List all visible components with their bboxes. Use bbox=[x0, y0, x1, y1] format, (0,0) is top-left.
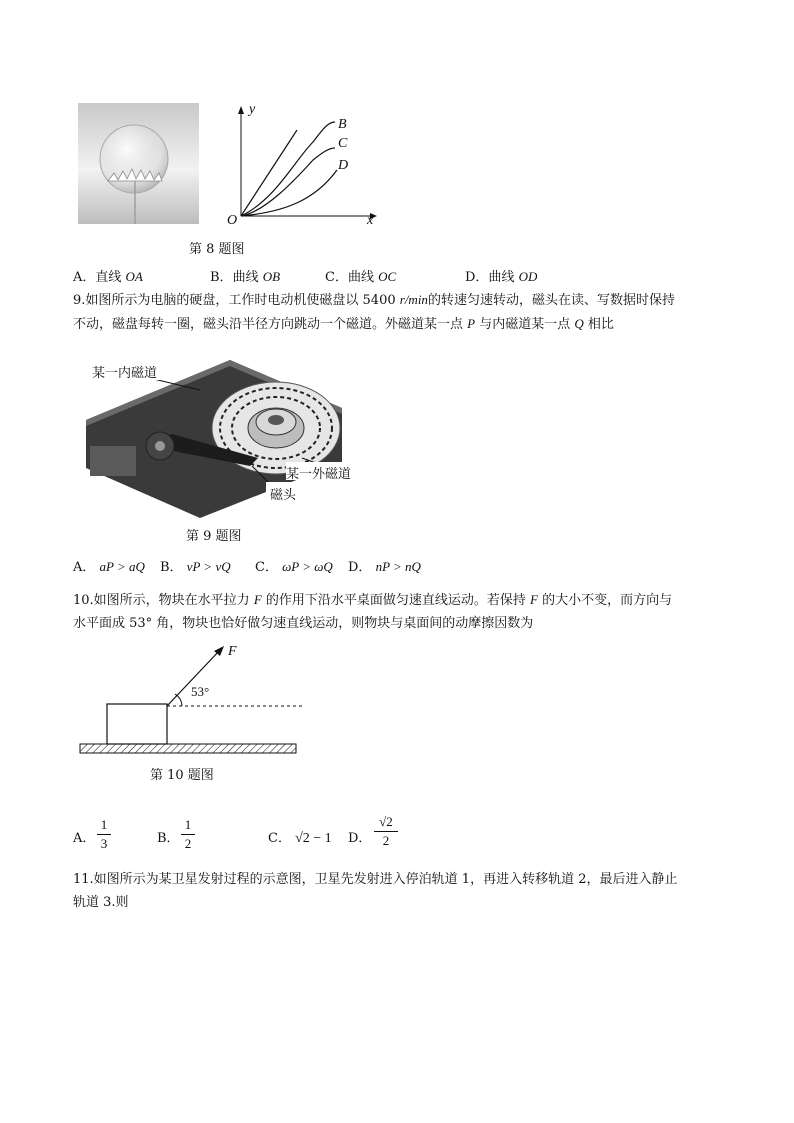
q8-option-b[interactable]: B．曲线 OB bbox=[210, 269, 281, 285]
q9-caption: 第 9 题图 bbox=[186, 529, 242, 544]
outer-track-label: 某一外磁道 bbox=[286, 467, 352, 482]
hard-disk-figure bbox=[80, 350, 370, 520]
q10-a-denominator: 3 bbox=[100, 836, 108, 851]
q10-option-d[interactable]: D． √2 2 bbox=[348, 814, 408, 856]
q10-c-expr: √2 − 1 bbox=[295, 831, 332, 846]
q11-stem-line2: 轨道 3.则 bbox=[73, 895, 129, 910]
curve-label-d: D bbox=[338, 158, 349, 173]
table-surface bbox=[80, 744, 296, 753]
q10-b-denominator: 2 bbox=[184, 836, 192, 851]
q9-stem-line1: 9.如图所示为电脑的硬盘，工作时电动机使磁盘以 5400 r/min的转速匀速转动，磁头在读、写数据时保持 bbox=[73, 292, 675, 308]
q10-stem-line2: 水平面成 53° 角，物块也恰好做匀速直线运动，则物块与桌面间的动摩擦因数为 bbox=[73, 616, 534, 631]
q9-option-b[interactable]: B． vP > vQ bbox=[160, 559, 231, 575]
curve-label-b: B bbox=[338, 117, 347, 132]
q9-option-c[interactable]: C． ωP > ωQ bbox=[255, 559, 333, 575]
q8-option-c[interactable]: C．曲线 OC bbox=[325, 269, 397, 285]
q9-option-d-expr: nP > nQ bbox=[375, 559, 421, 574]
q8-caption: 第 8 题图 bbox=[189, 242, 245, 257]
q10-figure bbox=[78, 640, 308, 760]
curve-oc bbox=[241, 148, 335, 216]
x-axis-label: x bbox=[367, 213, 374, 228]
bubble-photo bbox=[78, 103, 199, 224]
q9-option-a[interactable]: A． aP > aQ bbox=[73, 559, 145, 575]
inner-track-label: 某一内磁道 bbox=[92, 366, 158, 381]
q9-stem-line2: 不动，磁盘每转一圈，磁头沿半径方向跳动一个磁道。外磁道某一点 P 与内磁道某一点 Q 相比 bbox=[73, 316, 614, 332]
q11-stem-line1: 11.如图所示为某卫星发射过程的示意图，卫星先发射进入停泊轨道 1，再进入转移轨道 2，最后进入静止 bbox=[73, 872, 678, 887]
y-axis-label: y bbox=[249, 102, 256, 117]
q10-d-numerator: √2 bbox=[379, 814, 393, 829]
q9-option-b-expr: vP > vQ bbox=[186, 559, 231, 574]
block bbox=[107, 704, 167, 744]
q10-option-c[interactable]: C． √2 − 1 bbox=[268, 831, 332, 846]
origin-label: O bbox=[227, 213, 238, 228]
q10-a-numerator: 1 bbox=[100, 817, 108, 832]
q10-stem-line1: 10.如图所示，物块在水平拉力 F 的作用下沿水平桌面做匀速直线运动。若保持 F 的大小不变，而方向与 bbox=[73, 592, 673, 608]
force-label: F bbox=[228, 644, 237, 659]
q10-option-b[interactable]: B． 1 2 bbox=[157, 817, 207, 857]
q9-option-d[interactable]: D． nP > nQ bbox=[348, 559, 421, 575]
q10-b-numerator: 1 bbox=[184, 817, 192, 832]
q10-option-a[interactable]: A． 1 3 bbox=[73, 817, 123, 857]
head-label: 磁头 bbox=[270, 488, 297, 503]
q8-option-d[interactable]: D．曲线 OD bbox=[465, 269, 538, 285]
curve-label-c: C bbox=[338, 136, 348, 151]
q9-option-a-expr: aP > aQ bbox=[99, 559, 145, 574]
angle-label: 53° bbox=[191, 684, 210, 699]
q10-caption: 第 10 题图 bbox=[150, 768, 214, 783]
q9-option-c-expr: ωP > ωQ bbox=[282, 559, 333, 574]
q8-option-a[interactable]: A．直线 OA bbox=[73, 269, 143, 285]
curve-ob bbox=[241, 122, 335, 216]
q8-graph bbox=[225, 100, 385, 228]
q10-d-denominator: 2 bbox=[382, 833, 390, 848]
